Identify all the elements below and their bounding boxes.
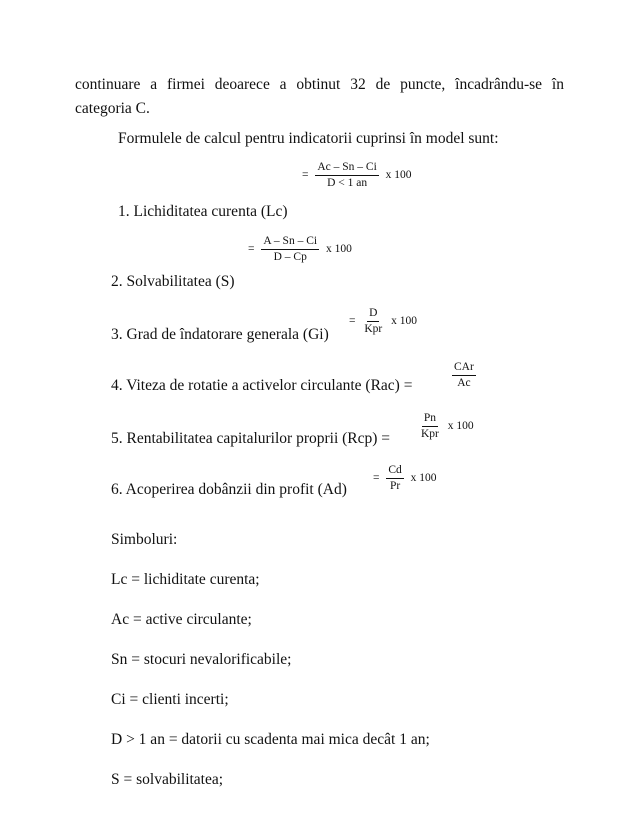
item-6-acoperire-dobanda: 6. Acoperirea dobânzii din profit (Ad)	[111, 481, 347, 498]
item-5-rentabilitate: 5. Rentabilitatea capitalurilor proprii (Rcp) =	[111, 430, 391, 447]
formula-ad-numerator: Cd	[386, 464, 403, 479]
item-4-viteza-rotatie: 4. Viteza de rotatie a activelor circulante (Rac) =	[111, 377, 413, 394]
formula-s-eq: =	[248, 243, 255, 255]
formula-gi-eq: =	[349, 315, 356, 327]
formula-lc-eq: =	[302, 169, 309, 181]
formula-gi-numerator: D	[367, 307, 379, 322]
formula-lc-fraction	[315, 161, 378, 190]
formula-gi	[349, 307, 417, 336]
formula-s-numerator: A – Sn – Ci	[261, 235, 319, 250]
formula-gi-denominator: Kpr	[364, 323, 383, 335]
formula-ad	[373, 464, 437, 493]
formula-rac-numerator: CAr	[452, 361, 476, 376]
formulas-intro: Formulele de calcul pentru indicatorii cuprinsi în model sunt:	[118, 130, 499, 147]
formula-s-denominator: D – Cp	[273, 251, 307, 263]
formula-rac	[448, 361, 480, 390]
formula-rcp	[415, 412, 474, 441]
symbols-title: Simboluri:	[111, 531, 178, 548]
formula-s-multiplier: x 100	[325, 243, 352, 255]
formula-gi-fraction	[362, 307, 384, 336]
formula-rac-fraction	[452, 361, 476, 390]
symbol-ci: Ci = clienti incerti;	[111, 691, 229, 708]
item-3-grad-indatorare: 3. Grad de îndatorare generala (Gi)	[111, 326, 329, 343]
formula-ad-eq: =	[373, 472, 380, 484]
formula-s-fraction	[261, 235, 319, 264]
symbol-d: D > 1 an = datorii cu scadenta mai mica decât 1 an;	[111, 731, 430, 748]
symbol-lc: Lc = lichiditate curenta;	[111, 571, 260, 588]
symbol-s: S = solvabilitatea;	[111, 771, 224, 788]
formula-ad-multiplier: x 100	[410, 472, 437, 484]
item-1-lichiditate: 1. Lichiditatea curenta (Lc)	[118, 203, 288, 220]
intro-line-1: continuare a firmei deoarece a obtinut 32 de puncte, încadrându-se în	[75, 76, 564, 93]
formula-s	[248, 235, 352, 264]
formula-lc-multiplier: x 100	[385, 169, 412, 181]
intro-line-2: categoria C.	[75, 100, 150, 117]
symbol-sn: Sn = stocuri nevalorificabile;	[111, 651, 292, 668]
formula-ad-denominator: Pr	[389, 480, 401, 492]
formula-lc-numerator: Ac – Sn – Ci	[315, 161, 378, 176]
formula-gi-multiplier: x 100	[391, 315, 418, 327]
formula-rcp-denominator: Kpr	[421, 428, 439, 440]
formula-rac-denominator: Ac	[457, 377, 471, 389]
formula-rcp-fraction	[419, 412, 441, 441]
item-2-solvabilitate: 2. Solvabilitatea (S)	[111, 273, 235, 290]
formula-rcp-numerator: Pn	[422, 412, 438, 427]
formula-lc	[302, 161, 412, 190]
formula-ad-fraction	[386, 464, 403, 493]
formula-lc-denominator: D < 1 an	[327, 177, 368, 189]
symbol-ac: Ac = active circulante;	[111, 611, 252, 628]
formula-rcp-multiplier: x 100	[447, 420, 474, 432]
